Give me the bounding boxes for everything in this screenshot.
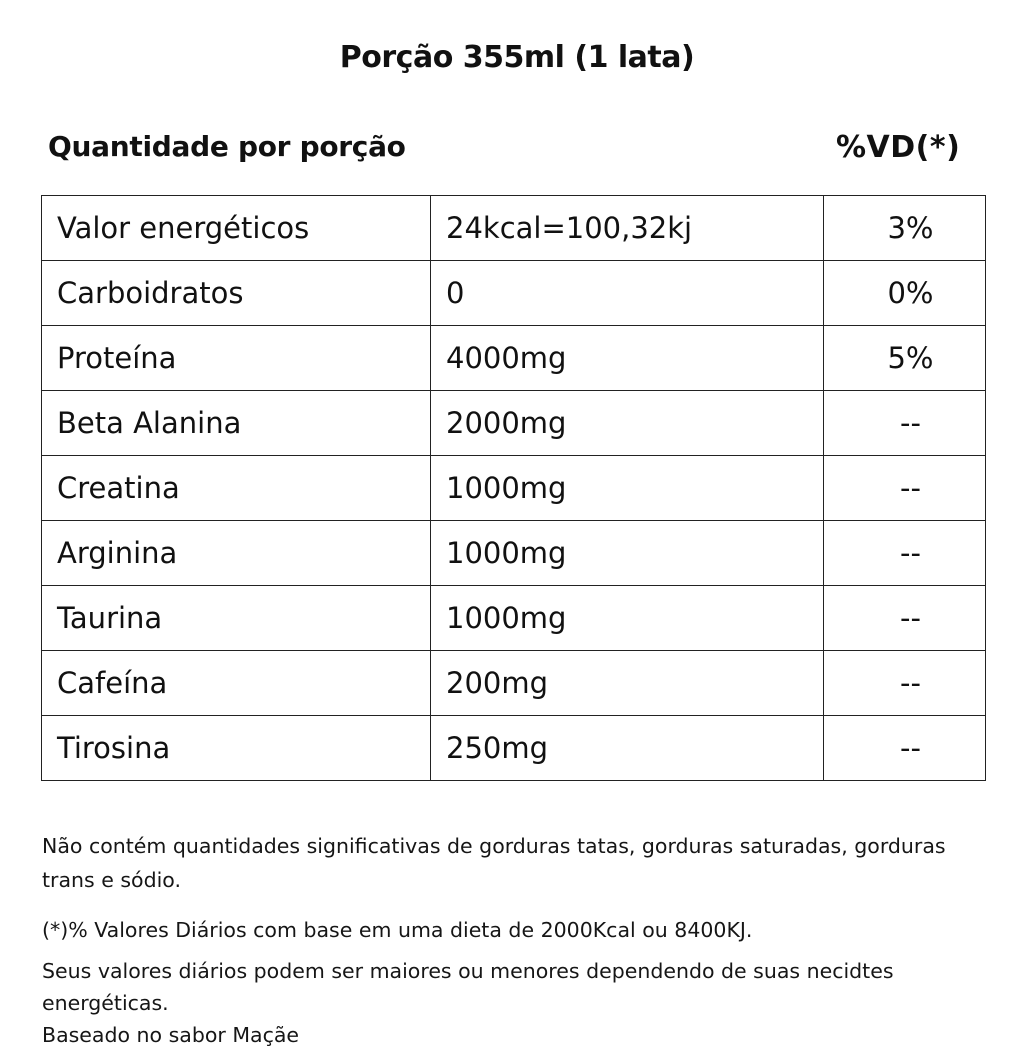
nutrient-name: Cafeína [42,651,431,716]
nutrient-amount: 200mg [431,651,824,716]
nutrient-daily-value: -- [824,716,986,781]
nutrient-name: Taurina [42,586,431,651]
nutrient-amount: 4000mg [431,326,824,391]
table-row [42,456,986,521]
nutrient-daily-value: -- [824,456,986,521]
table-row [42,651,986,716]
table-row [42,196,986,261]
nutrient-name: Tirosina [42,716,431,781]
variation-text: Seus valores diários podem ser maiores ou menores dependendo de suas necidtes energéticas. [42,959,894,1015]
daily-value-heading: %VD(*) [836,130,961,165]
nutrient-daily-value: -- [824,651,986,716]
nutrient-name: Carboidratos [42,261,431,326]
nutrition-table [41,195,986,781]
nutrient-amount: 2000mg [431,391,824,456]
nutrient-daily-value: -- [824,586,986,651]
nutrient-amount: 250mg [431,716,824,781]
nutrient-name: Valor energéticos [42,196,431,261]
table-row [42,391,986,456]
daily-values-variation-note [42,955,1002,1051]
nutrient-daily-value: 0% [824,261,986,326]
nutrient-name: Creatina [42,456,431,521]
nutrient-amount: 1000mg [431,456,824,521]
flavor-note: Baseado no sabor Maçãe [42,1023,300,1047]
table-row [42,716,986,781]
serving-size-title: Porção 355ml (1 lata) [339,40,695,75]
nutrient-amount: 1000mg [431,586,824,651]
nutrient-amount: 1000mg [431,521,824,586]
table-row [42,261,986,326]
nutrient-name: Arginina [42,521,431,586]
nutrient-daily-value: 5% [824,326,986,391]
table-row [42,586,986,651]
nutrient-amount: 24kcal=100,32kj [431,196,824,261]
nutrient-daily-value: -- [824,391,986,456]
nutrient-daily-value: 3% [824,196,986,261]
table-row [42,521,986,586]
nutrient-name: Beta Alanina [42,391,431,456]
no-significant-amounts-note: Não contém quantidades significativas de gorduras tatas, gorduras saturadas, gorduras trans e sódio. [42,834,946,892]
nutrient-name: Proteína [42,326,431,391]
quantity-per-serving-heading: Quantidade por porção [48,130,406,163]
nutrient-amount: 0 [431,261,824,326]
table-row [42,326,986,391]
daily-values-footnote: (*)% Valores Diários com base em uma dieta de 2000Kcal ou 8400KJ. [42,918,753,942]
nutrient-daily-value: -- [824,521,986,586]
